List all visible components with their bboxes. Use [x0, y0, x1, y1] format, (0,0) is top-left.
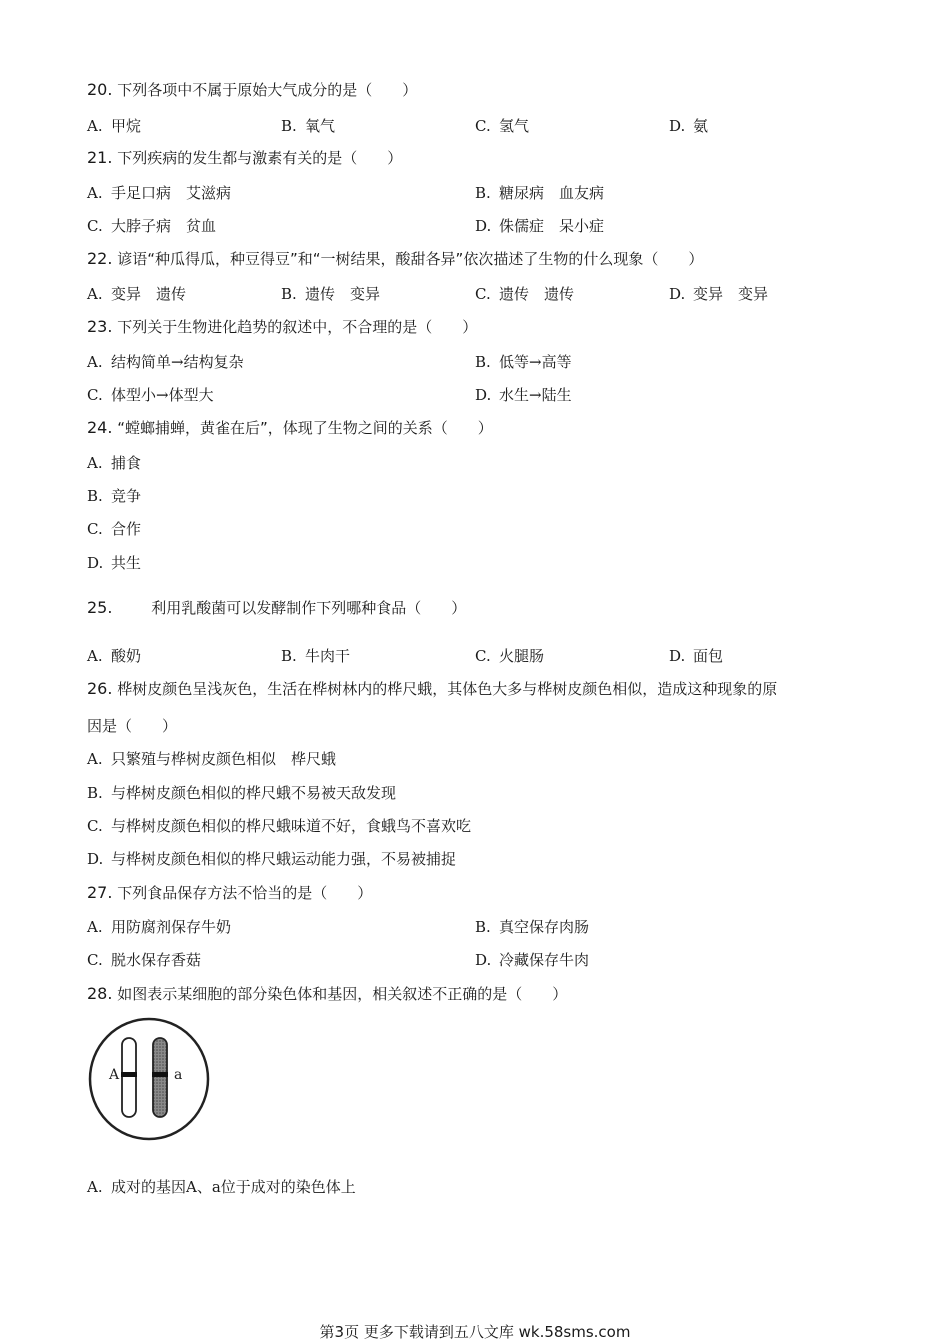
option-d: D. 共生: [87, 554, 142, 572]
question-number: 20.: [87, 80, 113, 99]
option-a: A. 捕食: [87, 454, 142, 472]
option-d: D. 变异 变异: [669, 285, 769, 303]
question-text: 下列疾病的发生都与激素有关的是（ ）: [117, 149, 403, 167]
option-d: D. 水生→陆生: [475, 386, 572, 404]
option-a: A. 手足口病 艾滋病: [87, 184, 232, 202]
cell-chromosome-figure: [87, 1016, 211, 1142]
question-text: 桦树皮颜色呈浅灰色，生活在桦树林内的桦尺蛾，其体色大多与桦树皮颜色相似，造成这种现象的原: [117, 680, 778, 698]
option-b: B. 糖尿病 血友病: [475, 184, 605, 202]
option-a: A. 成对的基因A、a位于成对的染色体上: [87, 1178, 356, 1196]
option-c: C. 与桦树皮颜色相似的桦尺蛾味道不好，食蛾鸟不喜欢吃: [87, 817, 472, 835]
chromosome-right: [153, 1038, 167, 1117]
question-text: “螳螂捕蝉，黄雀在后”，体现了生物之间的关系（ ）: [117, 419, 493, 437]
question-28: [87, 984, 567, 1004]
question-number: 27.: [87, 883, 113, 902]
option-d: D. 冷藏保存牛肉: [475, 951, 590, 969]
option-a: A. 甲烷: [87, 117, 142, 135]
option-b: B. 牛肉干: [281, 647, 351, 665]
question-number: 21.: [87, 148, 113, 167]
question-number: 24.: [87, 418, 113, 437]
question-27: [87, 883, 372, 903]
option-c: C. 大脖子病 贫血: [87, 217, 217, 235]
option-c: C. 合作: [87, 520, 142, 538]
option-a: A. 酸奶: [87, 647, 142, 665]
question-25: [87, 598, 466, 618]
option-c: C. 遗传 遗传: [475, 285, 575, 303]
question-text-line2: 因是（ ）: [87, 717, 178, 735]
option-d: D. 侏儒症 呆小症: [475, 217, 605, 235]
question-text: 谚语“种瓜得瓜，种豆得豆”和“一树结果，酸甜各异”依次描述了生物的什么现象（ ）: [117, 250, 704, 268]
question-24: [87, 418, 493, 438]
option-b: B. 竞争: [87, 487, 142, 505]
question-text: 如图表示某细胞的部分染色体和基因，相关叙述不正确的是（ ）: [117, 985, 568, 1003]
question-number: 22.: [87, 249, 113, 268]
option-b: B. 与桦树皮颜色相似的桦尺蛾不易被天敌发现: [87, 784, 397, 802]
gene-label-left: A: [109, 1067, 120, 1083]
option-c: C. 脱水保存香菇: [87, 951, 202, 969]
question-text: 下列关于生物进化趋势的叙述中，不合理的是（ ）: [117, 318, 478, 336]
gene-band-left: [121, 1072, 137, 1077]
question-23: [87, 317, 477, 337]
option-c: C. 火腿肠: [475, 647, 545, 665]
option-d: D. 与桦树皮颜色相似的桦尺蛾运动能力强，不易被捕捉: [87, 850, 457, 868]
option-d: D. 氨: [669, 117, 709, 135]
question-number: 26.: [87, 679, 113, 698]
option-a: A. 结构简单→结构复杂: [87, 353, 244, 371]
question-number: 25.: [87, 598, 113, 617]
option-a: A. 变异 遗传: [87, 285, 187, 303]
question-26: [87, 679, 777, 699]
option-a: A. 用防腐剂保存牛奶: [87, 918, 232, 936]
option-c: C. 氢气: [475, 117, 530, 135]
question-22: [87, 249, 703, 269]
question-text: 利用乳酸菌可以发酵制作下列哪种食品（ ）: [151, 599, 467, 617]
question-number: 23.: [87, 317, 113, 336]
option-b: B. 真空保存肉肠: [475, 918, 590, 936]
option-b: B. 氧气: [281, 117, 336, 135]
question-20: [87, 80, 417, 100]
gene-band-right: [152, 1072, 168, 1077]
option-a: A. 只繁殖与桦树皮颜色相似 桦尺蛾: [87, 750, 337, 768]
chromosome-left: [122, 1038, 136, 1117]
question-number: 28.: [87, 984, 113, 1003]
question-26-continued: [87, 716, 177, 736]
question-text: 下列食品保存方法不恰当的是（ ）: [117, 884, 373, 902]
question-text: 下列各项中不属于原始大气成分的是（ ）: [117, 81, 418, 99]
option-d: D. 面包: [669, 647, 724, 665]
question-21: [87, 148, 402, 168]
option-b: B. 遗传 变异: [281, 285, 381, 303]
cell-outline: [90, 1019, 208, 1139]
option-b: B. 低等→高等: [475, 353, 572, 371]
option-c: C. 体型小→体型大: [87, 386, 214, 404]
page-footer: 第3页 更多下载请到五八文库 wk.58sms.com: [319, 1323, 631, 1341]
gene-label-right: a: [174, 1067, 183, 1083]
